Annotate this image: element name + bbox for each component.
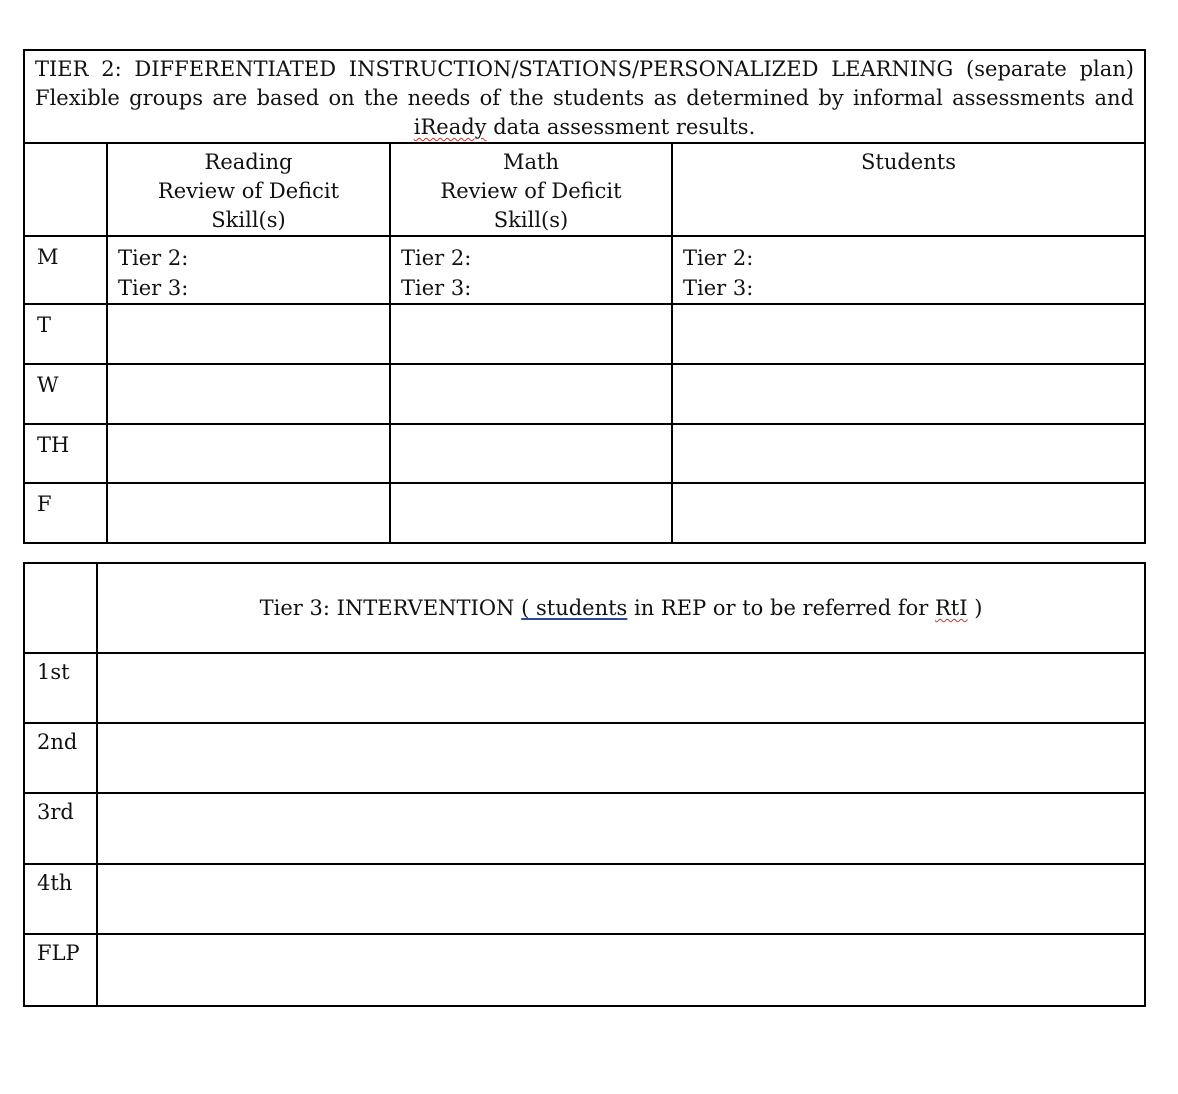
- intervention-cell-flp[interactable]: [97, 934, 1145, 1006]
- tier2-header: [24, 50, 1145, 143]
- students-cell-th[interactable]: [672, 424, 1145, 483]
- reading-cell-w[interactable]: [107, 364, 390, 424]
- math-sublabel: Review of Deficit: [440, 179, 622, 203]
- students-cell-w[interactable]: [672, 364, 1145, 424]
- row-label-flp: FLP: [24, 934, 97, 1006]
- reading-cell-f[interactable]: [107, 483, 390, 543]
- tier3-header: [97, 563, 1145, 653]
- students-cell-m[interactable]: [672, 236, 1145, 304]
- intervention-cell-3rd[interactable]: [97, 793, 1145, 864]
- reading-cell-th[interactable]: [107, 424, 390, 483]
- day-label-t: T: [24, 304, 107, 364]
- math-cell-t[interactable]: [390, 304, 672, 364]
- row-label-4th: 4th: [24, 864, 97, 934]
- tier3-corner-cell: [24, 563, 97, 653]
- day-column-header: [24, 143, 107, 236]
- tier2-header-line2: Flexible groups are based on the needs of the students as determined by informal assessments and: [35, 86, 1135, 110]
- math-cell-th[interactable]: [390, 424, 672, 483]
- reading-column-header: [107, 143, 390, 236]
- rti-text: RtI: [934, 596, 968, 620]
- row-label-1st: 1st: [24, 653, 97, 723]
- tier3-header-students: ( students: [521, 596, 628, 620]
- students-cell-t[interactable]: [672, 304, 1145, 364]
- students-label: Students: [861, 150, 956, 174]
- math-skills-label: Skill(s): [493, 208, 569, 232]
- day-label-th: TH: [24, 424, 107, 483]
- reading-cell-m[interactable]: [107, 236, 390, 304]
- day-label-w: W: [24, 364, 107, 424]
- reading-sublabel: Review of Deficit: [157, 179, 340, 203]
- intervention-cell-4th[interactable]: [97, 864, 1145, 934]
- tier2-header-line3: [35, 113, 1134, 142]
- math-cell-w[interactable]: [390, 364, 672, 424]
- tier3-header-e: ): [967, 596, 983, 620]
- math-column-header: [390, 143, 672, 236]
- students-column-header: [672, 143, 1145, 236]
- day-label-m: M: [24, 236, 107, 304]
- math-cell-f[interactable]: [390, 483, 672, 543]
- tier2-table: [23, 49, 1146, 544]
- tier2-label: Tier 2:: [401, 246, 472, 270]
- reading-cell-t[interactable]: [107, 304, 390, 364]
- intervention-cell-2nd[interactable]: [97, 723, 1145, 793]
- row-label-2nd: 2nd: [24, 723, 97, 793]
- math-cell-m[interactable]: [390, 236, 672, 304]
- tier2-label: Tier 2:: [118, 246, 189, 270]
- reading-label: Reading: [204, 150, 293, 174]
- tier2-header-line1: TIER 2: DIFFERENTIATED INSTRUCTION/STATIONS/PERSONALIZED LEARNING (separate plan): [35, 57, 1135, 81]
- math-label: Math: [503, 150, 559, 174]
- tier3-header-c: in REP or to be referred for: [627, 596, 935, 620]
- tier3-label: Tier 3:: [401, 276, 472, 300]
- intervention-cell-1st[interactable]: [97, 653, 1145, 723]
- reading-skills-label: Skill(s): [211, 208, 286, 232]
- tier2-header-line3-rest: data assessment results.: [486, 115, 756, 139]
- tier2-label: Tier 2:: [683, 246, 754, 270]
- tier3-label: Tier 3:: [118, 276, 189, 300]
- tier3-header-a: Tier 3: INTERVENTION: [259, 596, 522, 620]
- students-cell-f[interactable]: [672, 483, 1145, 543]
- iready-text: iReady: [413, 115, 487, 139]
- day-label-f: F: [24, 483, 107, 543]
- tier3-label: Tier 3:: [683, 276, 754, 300]
- tier3-table: [23, 562, 1146, 1007]
- row-label-3rd: 3rd: [24, 793, 97, 864]
